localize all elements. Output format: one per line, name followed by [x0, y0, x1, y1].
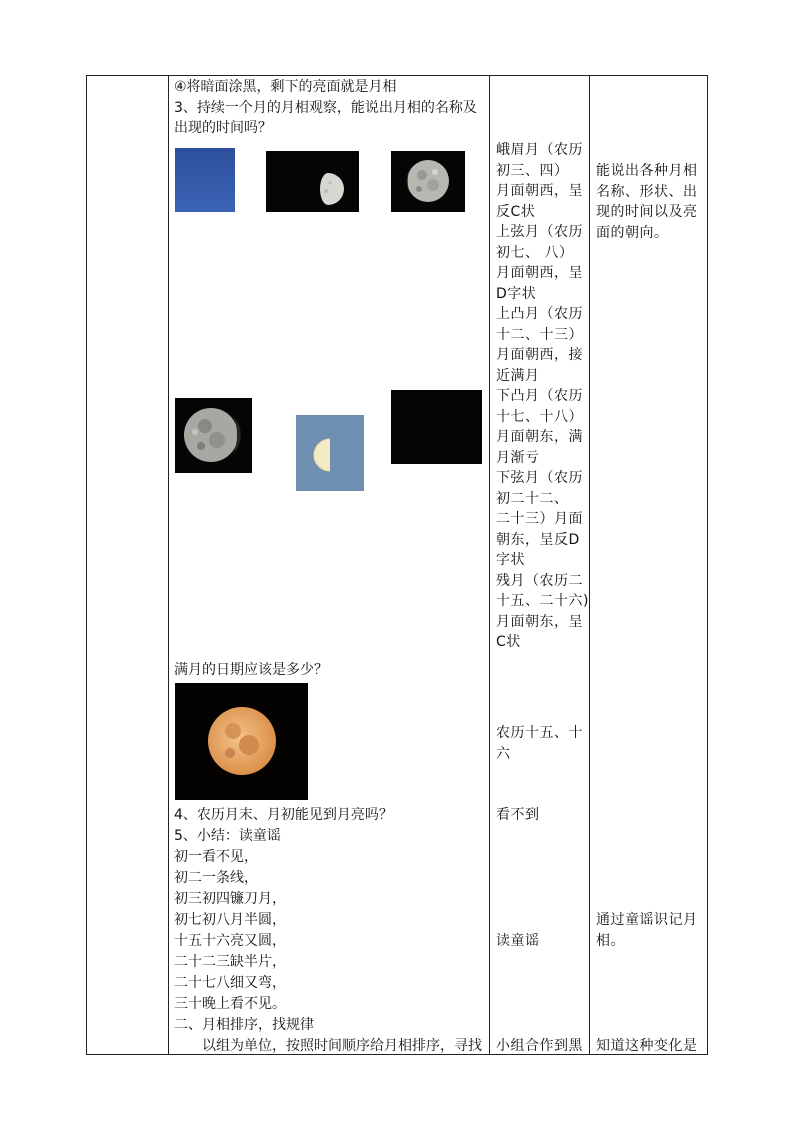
phase-line: 月面朝西，呈 [496, 183, 583, 199]
phase-line: 月面朝东，呈 [496, 613, 583, 630]
phase-line: C状 [496, 634, 521, 650]
goal-line: 现的时间以及亮 [596, 204, 698, 220]
question-3-line-2: 出现的时间吗？ [174, 120, 272, 136]
first-quarter-photo [266, 151, 359, 212]
phase-line: 下弦月（农历 [496, 470, 583, 486]
waxing-crescent-photo [175, 148, 235, 212]
table-border-top [86, 75, 708, 76]
group-work-activity [496, 1036, 584, 1057]
goal-line: 通过童谣识记月 [596, 912, 698, 928]
phase-line: 初七、 八） [496, 244, 574, 261]
phase-line: 上弦月（农历 [496, 224, 583, 240]
goal-line: 知道这种变化是 [596, 1038, 698, 1054]
goal-moon-phases [596, 161, 704, 243]
phase-line: 峨眉月（农历 [496, 142, 583, 158]
section-2-body: 以组为单位，按照时间顺序给月相排序，寻找 [202, 1038, 482, 1054]
table-divider-1 [168, 75, 169, 1055]
answer-line: 六 [496, 745, 511, 762]
answer-line: 看不到 [496, 807, 540, 823]
goal-rhyme [596, 910, 704, 951]
waning-crescent-photo [391, 390, 482, 464]
rhyme-line: 初三初四镰刀月， [174, 891, 286, 907]
step-4-text: ④将暗面涂黑，剩下的亮面就是月相 [174, 79, 397, 95]
question-4: 4、农历月末、月初能见到月亮吗？ [174, 807, 393, 823]
section-2-heading: 二、月相排序，找规律 [174, 1017, 314, 1033]
goal-line: 能说出各种月相 [596, 163, 698, 179]
phase-line: 月渐亏 [496, 449, 540, 466]
rhyme-line: 二十二三缺半片， [174, 954, 286, 970]
phase-line: 近满月 [496, 367, 540, 384]
phase-line: 十二、十三） [496, 326, 583, 343]
table-divider-3 [589, 75, 590, 1055]
phase-line: 二十三）月面 [496, 511, 583, 527]
phase-line: D字状 [496, 285, 537, 302]
rhyme-line: 初一看不见， [174, 849, 258, 865]
moon-phases-description [496, 140, 589, 653]
answer-line: 农历十五、十 [496, 725, 583, 741]
phase-line: 上凸月（农历 [496, 306, 583, 322]
not-visible-answer [496, 805, 584, 826]
full-moon-date-answer [496, 723, 584, 764]
phase-line: 字状 [496, 552, 525, 568]
phase-line: 月面朝西，接 [496, 347, 583, 363]
phase-line: 月面朝东，满 [496, 429, 583, 445]
full-moon-question: 满月的日期应该是多少？ [174, 662, 328, 678]
rhyme-line: 初七初八月半圆， [174, 912, 286, 928]
rhyme-line: 十五十六亮又圆， [174, 933, 286, 949]
phase-line: 初三、四） [496, 162, 569, 179]
goal-line: 面的朝向。 [596, 224, 669, 241]
table-border-left [86, 75, 87, 1055]
phase-line: 反C状 [496, 203, 536, 220]
phase-line: 下凸月（农历 [496, 388, 583, 404]
goal-pattern [596, 1036, 704, 1057]
question-3-line-1: 3、持续一个月的月相观察，能说出月相的名称及 [174, 100, 477, 116]
phase-line: 十五、二十六) [496, 593, 589, 609]
full-moon-photo [175, 683, 308, 800]
goal-line: 相。 [596, 932, 625, 949]
read-rhyme-activity [496, 931, 584, 952]
phase-line: 残月（农历二 [496, 572, 583, 589]
waxing-gibbous-photo [391, 151, 465, 212]
phase-line: 初二十二、 [496, 490, 569, 507]
phase-line: 月面朝西，呈 [496, 265, 583, 281]
table-divider-2 [489, 75, 490, 1055]
rhyme-line: 初二一条线， [174, 870, 258, 886]
rhyme-line: 三十晚上看不见。 [174, 996, 286, 1012]
answer-line: 读童谣 [496, 933, 540, 949]
last-quarter-photo [296, 415, 364, 491]
answer-line: 小组合作到黑 [496, 1038, 583, 1054]
rhyme-line: 二十七八细又弯， [174, 975, 286, 991]
phase-line: 朝东，呈反D [496, 531, 580, 548]
waning-gibbous-photo [175, 398, 252, 473]
goal-line: 名称、形状、出 [596, 183, 698, 200]
table-border-right [707, 75, 708, 1055]
summary-heading: 5、小结：读童谣 [174, 828, 281, 844]
phase-line: 十七、十八） [496, 408, 583, 425]
